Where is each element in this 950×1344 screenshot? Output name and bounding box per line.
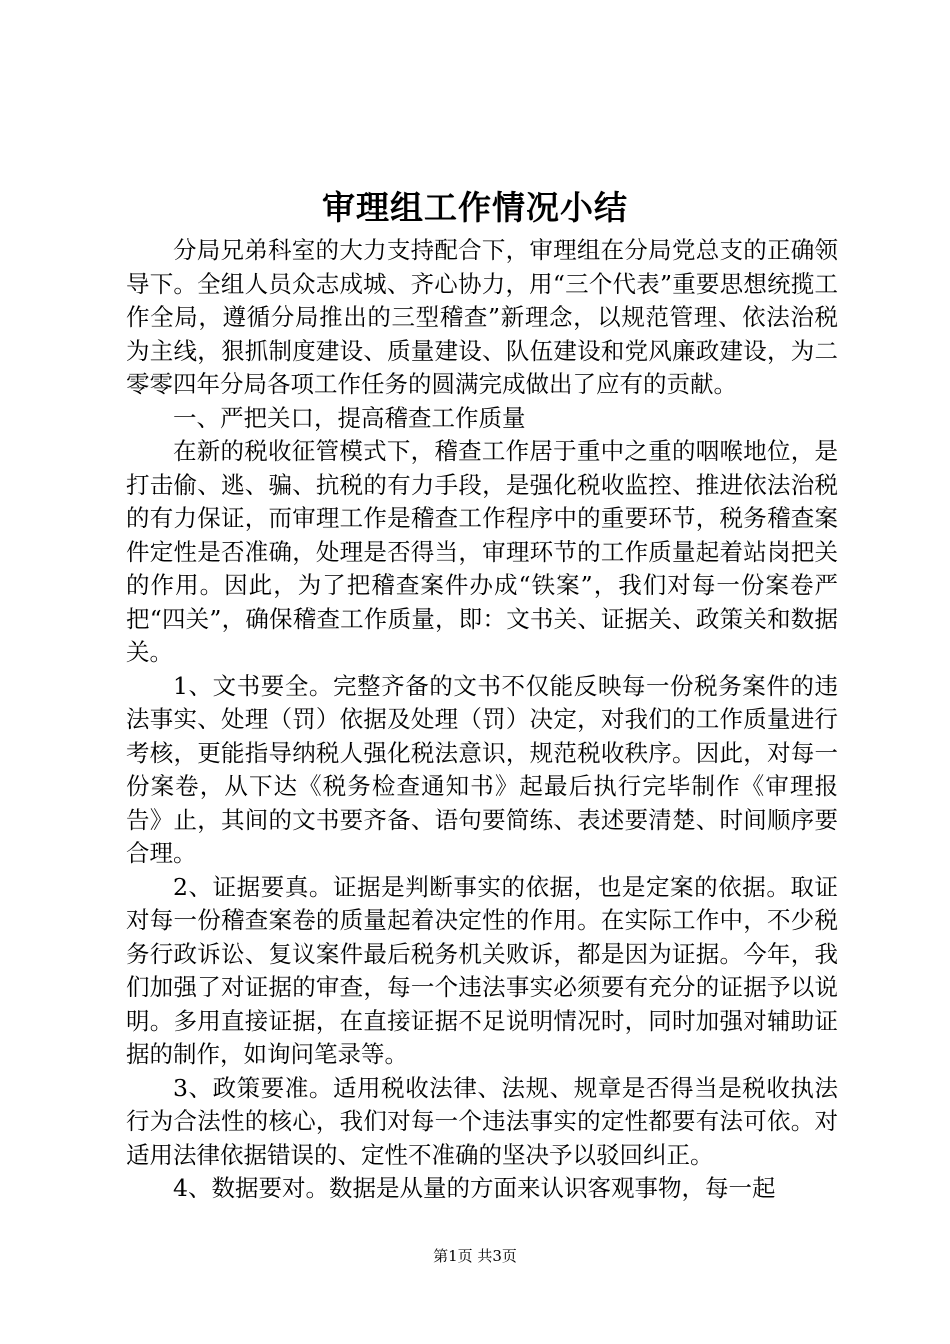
paragraph-item-3: 3、政策要准。适用税收法律、法规、规章是否得当是税收执法行为合法性的核心，我们对每一个违法事实的定性都要有法可依。对适用法律依据错误的、定性不准确的坚决予以驳回纠正。 — [126, 1073, 838, 1169]
document-title: 审理组工作情况小结 — [322, 188, 628, 227]
document-body — [126, 234, 838, 1206]
paragraph-intro: 分局兄弟科室的大力支持配合下，审理组在分局党总支的正确领导下。全组人员众志成城、齐心协力，用“三个代表”重要思想统揽工作全局，遵循分局推出的三型稽查”新理念，以规范管理、依法治税为主线，狠抓制度建设、质量建设、队伍建设和党风廉政建设，为二零零四年分局各项工作任务的圆满完成做出了应有的贡献。 — [126, 236, 838, 398]
paragraph-section-1: 在新的税收征管模式下，稽查工作居于重中之重的咽喉地位，是打击偷、逃、骗、抗税的有力手段，是强化税收监控、推进依法治税的有力保证，而审理工作是稽查工作程序中的重要环节，税务稽查案件定性是否准确，处理是否得当，审理环节的工作质量起着站岗把关的作用。因此，为了把稽查案件办成“铁案”，我们对每一份案卷严把“四关”，确保稽查工作质量，即：文书关、证据关、政策关和数据关。 — [126, 437, 838, 666]
section-heading-1: 一、严把关口，提高稽查工作质量 — [173, 403, 526, 432]
paragraph-item-1: 1、文书要全。完整齐备的文书不仅能反映每一份税务案件的违法事实、处理（罚）依据及处理（罚）决定，对我们的工作质量进行考核，更能指导纳税人强化税法意识，规范税收秩序。因此，对每一份案卷，从下达《税务检查通知书》起最后执行完毕制作《审理报告》止，其间的文书要齐备、语句要简练、表述要清楚、时间顺序要合理。 — [126, 671, 838, 867]
page-footer: 第1页 共3页 — [433, 1247, 517, 1265]
paragraph-item-4: 4、数据要对。数据是从量的方面来认识客观事物，每一起 — [173, 1174, 776, 1202]
paragraph-item-2: 2、证据要真。证据是判断事实的依据，也是定案的依据。取证对每一份稽查案卷的质量起着决定性的作用。在实际工作中，不少税务行政诉讼、复议案件最后税务机关败诉，都是因为证据。今年，我们加强了对证据的审查，每一个违法事实必须要有充分的证据予以说明。多用直接证据，在直接证据不足说明情况时，同时加强对辅助证据的制作，如询问笔录等。 — [126, 872, 838, 1068]
